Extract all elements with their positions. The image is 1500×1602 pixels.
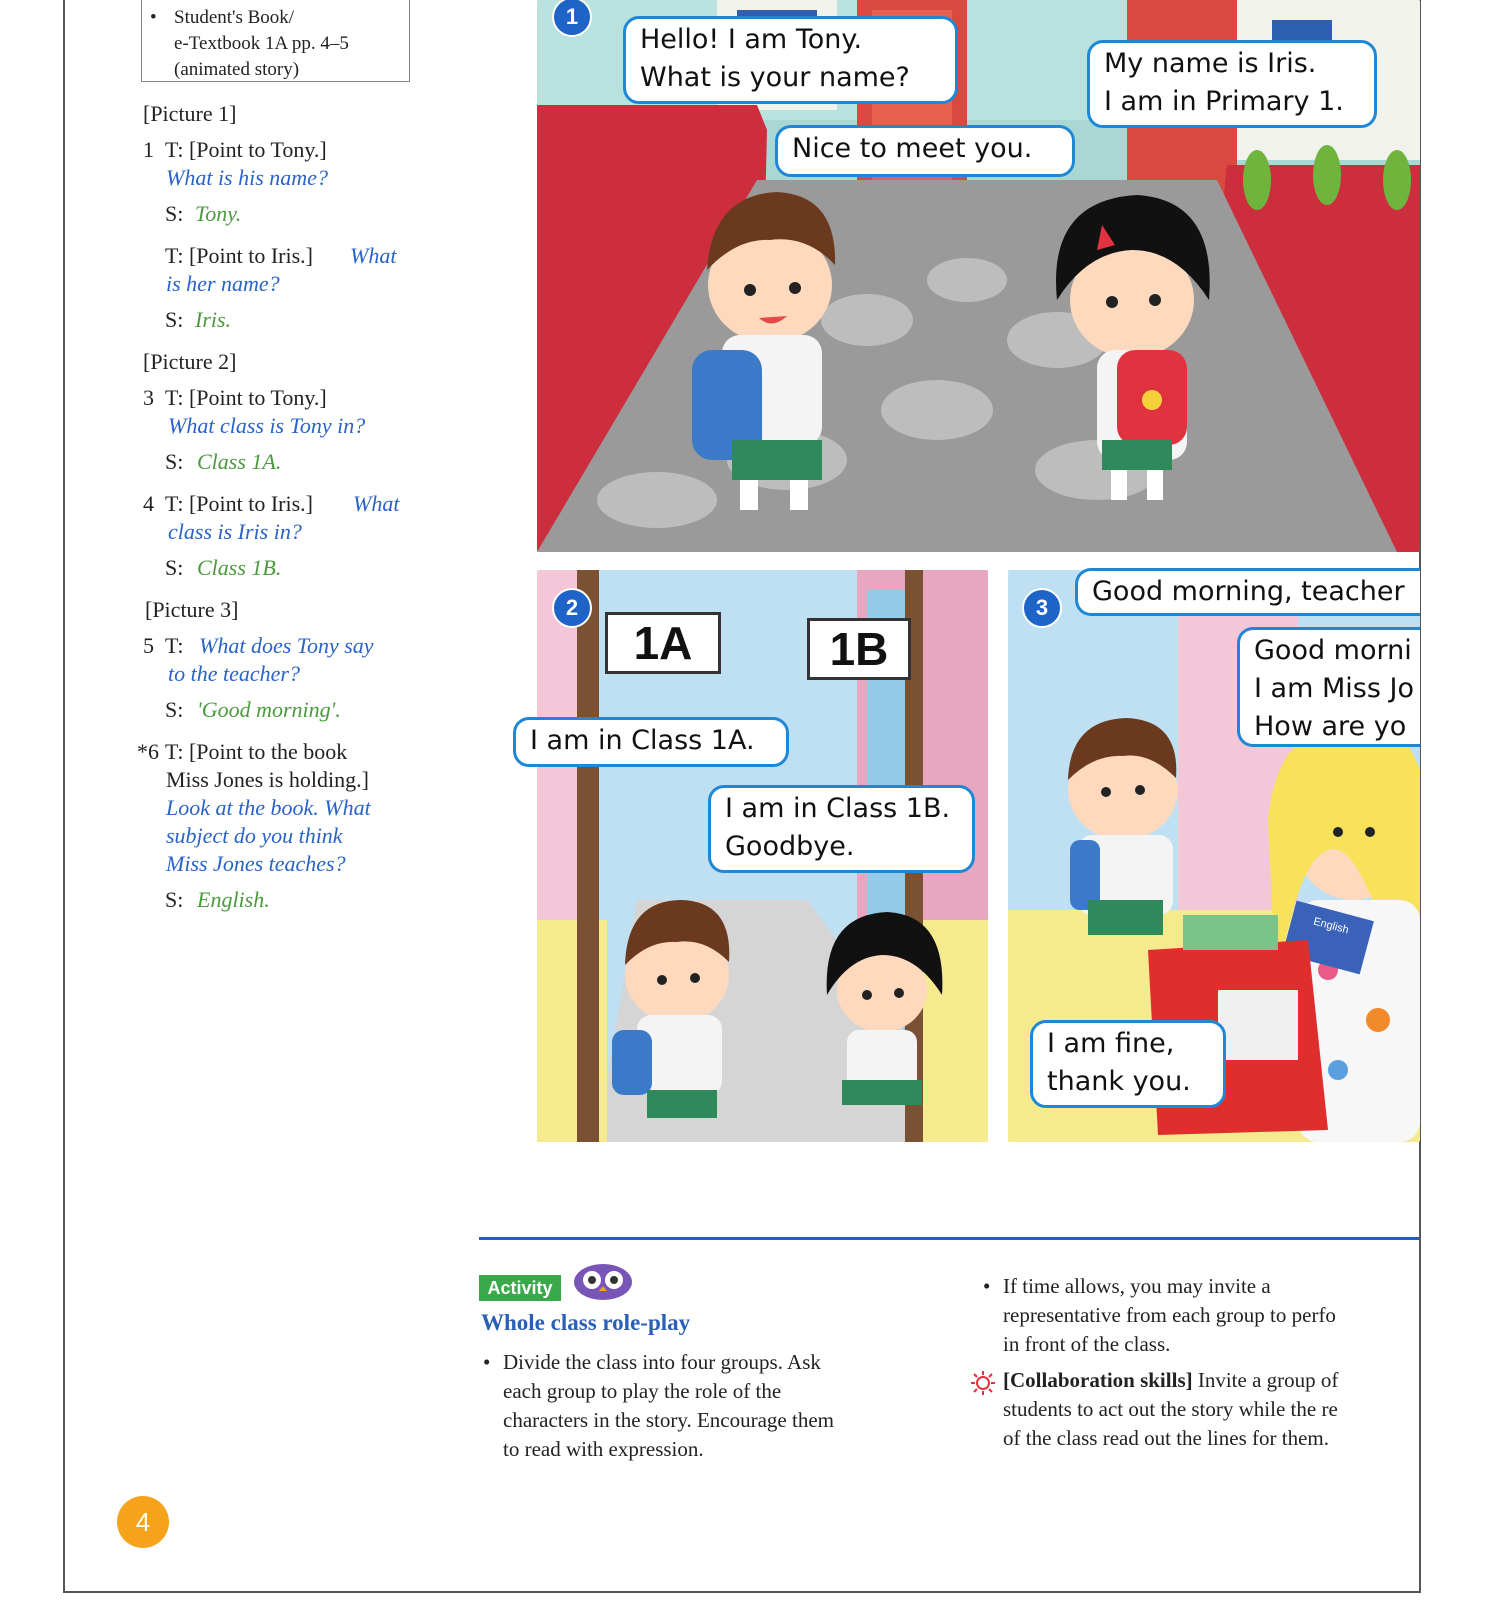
paragraph-line: each group to play the role of the	[503, 1379, 782, 1403]
q6-question-c: Miss Jones teaches?	[166, 851, 346, 876]
q6-number: *6	[137, 739, 159, 764]
speech-bubble-miss-jones	[1237, 627, 1420, 747]
resource-line: (animated story)	[174, 59, 300, 80]
paragraph-line: representative from each group to perfo	[1003, 1303, 1336, 1327]
resource-line: Student's Book/	[174, 7, 295, 28]
bullet: •	[483, 1350, 491, 1374]
bubble-line: Goodbye.	[725, 831, 855, 862]
owl-icon	[572, 1262, 634, 1302]
bubble-line: Hello! I am Tony.	[640, 24, 863, 55]
bubble-line: Good morni	[1254, 635, 1412, 666]
q1-number: 1	[143, 137, 154, 162]
q5-student-label: S:	[165, 697, 184, 722]
q6-question-b: subject do you think	[166, 823, 343, 848]
picture1-heading: [Picture 1]	[143, 101, 237, 126]
bubble-line: What is your name?	[640, 62, 910, 93]
resource-line: e-Textbook 1A pp. 4–5	[174, 33, 349, 54]
q2-student-label: S:	[165, 307, 184, 332]
section-divider	[479, 1237, 1419, 1240]
q6-answer: English.	[197, 887, 270, 912]
paragraph-line: Divide the class into four groups. Ask	[503, 1350, 821, 1374]
book-label: English	[1312, 915, 1351, 937]
q6-teacher-a: T: [Point to the book	[165, 739, 348, 764]
speech-bubble-i-am-fine	[1030, 1020, 1226, 1108]
q1-student-label: S:	[165, 201, 184, 226]
bubble-line: My name is Iris.	[1104, 48, 1317, 79]
panel-number-1: 1	[552, 0, 592, 37]
resource-box	[141, 0, 410, 82]
q4-question-a: What	[353, 491, 400, 516]
bullet: •	[150, 7, 157, 28]
speech-bubble-iris-name	[1087, 40, 1377, 128]
bubble-line: I am fine,	[1047, 1028, 1175, 1059]
speech-bubble-good-morning-teacher: Good morning, teacher	[1075, 568, 1420, 616]
speech-bubble-tony-hello	[623, 16, 958, 104]
q5-number: 5	[143, 633, 154, 658]
q5-teacher: T:	[165, 633, 184, 658]
q6-question-a: Look at the book. What	[166, 795, 371, 820]
q5-question-a: What does Tony say	[199, 633, 374, 658]
q6-student-label: S:	[165, 887, 184, 912]
q4-question-b: class is Iris in?	[168, 519, 302, 544]
page-number: 4	[117, 1496, 169, 1548]
paragraph-line: characters in the story. Encourage them	[503, 1408, 834, 1432]
paragraph-line	[1003, 1366, 1418, 1395]
speech-bubble-class-1b	[708, 785, 975, 873]
q4-teacher: T: [Point to Iris.]	[165, 491, 314, 516]
collaboration-paragraph	[1003, 1366, 1418, 1453]
bubble-line: I am in Primary 1.	[1104, 86, 1344, 117]
q2-question-a: What	[350, 243, 397, 268]
q3-answer: Class 1A.	[197, 449, 282, 474]
q2-teacher: T: [Point to Iris.]	[165, 243, 314, 268]
q3-number: 3	[143, 385, 154, 410]
bubble-line: I am Miss Jo	[1254, 673, 1414, 704]
q6-teacher-b: Miss Jones is holding.]	[166, 767, 369, 792]
paragraph-line: If time allows, you may invite a	[1003, 1274, 1271, 1298]
panel-number-3: 3	[1022, 588, 1062, 628]
paragraph-line: in front of the class.	[1003, 1332, 1171, 1356]
panel-number-2: 2	[552, 588, 592, 628]
paragraph-line: students to act out the story while the re	[1003, 1397, 1338, 1421]
q1-teacher: T: [Point to Tony.]	[165, 137, 327, 162]
paragraph-line: of the class read out the lines for them.	[1003, 1426, 1329, 1450]
activity-title: Whole class role-play	[481, 1310, 691, 1335]
door-sign-1b: 1B	[807, 618, 911, 680]
q3-question: What class is Tony in?	[168, 413, 366, 438]
comic-panel-1	[537, 0, 1420, 552]
sun-icon	[970, 1370, 996, 1396]
bubble-line: I am in Class 1B.	[725, 793, 951, 824]
picture2-heading: [Picture 2]	[143, 349, 237, 374]
speech-bubble-class-1a: I am in Class 1A.	[513, 717, 789, 767]
q2-answer: Iris.	[195, 307, 232, 332]
q1-question: What is his name?	[166, 165, 328, 190]
q4-number: 4	[143, 491, 154, 516]
bullet: •	[983, 1274, 991, 1298]
q3-student-label: S:	[165, 449, 184, 474]
door-sign-1a: 1A	[605, 612, 721, 674]
q5-question-b: to the teacher?	[168, 661, 300, 686]
bubble-line: How are yo	[1254, 711, 1407, 742]
activity-left-paragraph	[483, 1348, 834, 1464]
q4-student-label: S:	[165, 555, 184, 580]
q5-answer: 'Good morning'.	[197, 697, 341, 722]
q4-answer: Class 1B.	[197, 555, 282, 580]
collaboration-line1: Invite a group of	[1192, 1368, 1339, 1392]
activity-right-paragraph	[983, 1272, 1418, 1359]
picture3-heading: [Picture 3]	[145, 597, 239, 622]
activity-badge: Activity	[479, 1275, 561, 1301]
paragraph-line: to read with expression.	[503, 1437, 704, 1461]
collaboration-label: [Collaboration skills]	[1003, 1368, 1193, 1392]
q1-answer: Tony.	[195, 201, 242, 226]
bubble-line: thank you.	[1047, 1066, 1191, 1097]
q3-teacher: T: [Point to Tony.]	[165, 385, 327, 410]
speech-bubble-nice-to-meet: Nice to meet you.	[775, 125, 1075, 177]
q2-question-b: is her name?	[166, 271, 280, 296]
